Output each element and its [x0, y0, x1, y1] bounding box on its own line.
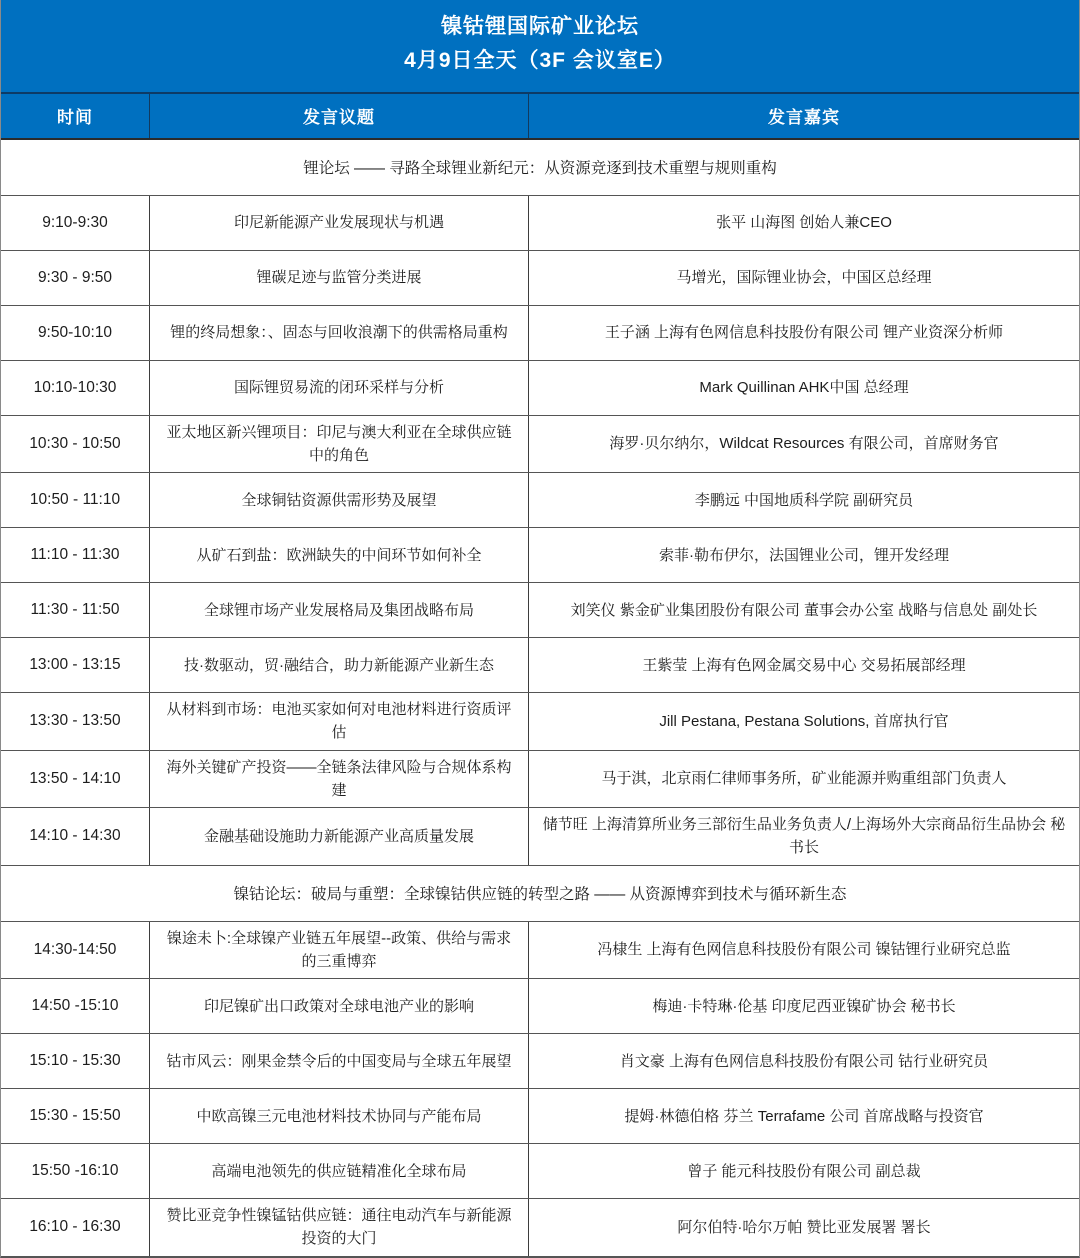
session-time: 14:50 -15:10 — [31, 997, 119, 1015]
table-row — [1, 196, 1079, 251]
session-time: 10:10-10:30 — [33, 378, 117, 396]
session-time: 10:30 - 10:50 — [29, 434, 121, 452]
session-speaker: 阿尔伯特·哈尔万帕 赞比亚发展署 署长 — [528, 1199, 1079, 1256]
session-time: 13:50 - 14:10 — [29, 769, 121, 787]
forum-banner — [1, 0, 1079, 92]
session-speaker: 李鹏远 中国地质科学院 副研究员 — [528, 473, 1079, 527]
session-topic: 从材料到市场：电池买家如何对电池材料进行资质评估 — [149, 693, 528, 750]
session-topic: 高端电池领先的供应链精准化全球布局 — [149, 1144, 528, 1198]
table-row — [1, 1144, 1079, 1199]
table-row — [1, 922, 1079, 980]
session-time: 15:10 - 15:30 — [29, 1052, 121, 1070]
table-row — [1, 306, 1079, 361]
session-speaker: 刘笑仪 紫金矿业集团股份有限公司 董事会办公室 战略与信息处 副处长 — [528, 583, 1079, 637]
session-speaker: 梅迪·卡特琳·伦基 印度尼西亚镍矿协会 秘书长 — [528, 979, 1079, 1033]
session-topic: 镍途未卜:全球镍产业链五年展望--政策、供给与需求的三重博弈 — [149, 922, 528, 979]
session-speaker: 肖文豪 上海有色网信息科技股份有限公司 钴行业研究员 — [528, 1034, 1079, 1088]
session-time: 11:10 - 11:30 — [30, 546, 120, 564]
table-row — [1, 583, 1079, 638]
table-row — [1, 416, 1079, 474]
section-heading-lithium-forum: 锂论坛 —— 寻路全球锂业新纪元：从资源竞逐到技术重塑与规则重构 — [1, 140, 1079, 196]
session-speaker: Jill Pestana, Pestana Solutions, 首席执行官 — [528, 693, 1079, 750]
session-topic: 印尼新能源产业发展现状与机遇 — [149, 196, 528, 250]
forum-date-room: 4月9日全天（3F 会议室E） — [404, 49, 676, 73]
session-time: 14:30-14:50 — [33, 940, 117, 958]
session-time: 11:30 - 11:50 — [30, 601, 120, 619]
session-speaker: 马于淇，北京雨仁律师事务所，矿业能源并购重组部门负责人 — [528, 751, 1079, 808]
session-topic: 印尼镍矿出口政策对全球电池产业的影响 — [149, 979, 528, 1033]
session-time: 10:50 - 11:10 — [29, 491, 121, 509]
table-row — [1, 979, 1079, 1034]
table-row — [1, 528, 1079, 583]
session-speaker: 索菲·勒布伊尔，法国锂业公司，锂开发经理 — [528, 528, 1079, 582]
forum-title: 镍钴锂国际矿业论坛 — [441, 15, 639, 38]
table-row — [1, 1034, 1079, 1089]
session-speaker: 曾子 能元科技股份有限公司 副总裁 — [528, 1144, 1079, 1198]
session-time: 15:50 -16:10 — [31, 1162, 119, 1180]
session-topic: 国际锂贸易流的闭环采样与分析 — [149, 361, 528, 415]
session-speaker: 张平 山海图 创始人兼CEO — [528, 196, 1079, 250]
table-row — [1, 473, 1079, 528]
column-header-speaker: 发言嘉宾 — [528, 94, 1079, 138]
session-topic: 金融基础设施助力新能源产业高质量发展 — [149, 808, 528, 865]
session-speaker: 冯棣生 上海有色网信息科技股份有限公司 镍钴锂行业研究总监 — [528, 922, 1079, 979]
session-topic: 中欧高镍三元电池材料技术协同与产能布局 — [149, 1089, 528, 1143]
session-time: 14:10 - 14:30 — [29, 827, 121, 845]
session-time: 9:50-10:10 — [37, 323, 113, 341]
section-heading-nickel-cobalt-forum: 镍钴论坛：破局与重塑：全球镍钴供应链的转型之路 —— 从资源博弈到技术与循环新生态 — [1, 866, 1079, 922]
session-time: 13:00 - 13:15 — [29, 656, 121, 674]
session-topic: 海外关键矿产投资——全链条法律风险与合规体系构建 — [149, 751, 528, 808]
table-row — [1, 1199, 1079, 1257]
session-time: 13:30 - 13:50 — [29, 712, 121, 730]
session-topic: 从矿石到盐：欧洲缺失的中间环节如何补全 — [149, 528, 528, 582]
session-time: 9:30 - 9:50 — [37, 268, 113, 286]
session-time: 9:10-9:30 — [42, 213, 108, 231]
table-column-header — [1, 92, 1079, 140]
session-topic: 亚太地区新兴锂项目：印尼与澳大利亚在全球供应链中的角色 — [149, 416, 528, 473]
table-row — [1, 808, 1079, 866]
session-speaker: 王紫莹 上海有色网金属交易中心 交易拓展部经理 — [528, 638, 1079, 692]
session-time: 15:30 - 15:50 — [29, 1107, 121, 1125]
session-topic: 技·数驱动，贸·融结合，助力新能源产业新生态 — [149, 638, 528, 692]
session-speaker: 储节旺 上海清算所业务三部衍生品业务负责人/上海场外大宗商品衍生品协会 秘书长 — [528, 808, 1079, 865]
table-row — [1, 638, 1079, 693]
column-header-time: 时间 — [57, 108, 93, 128]
session-time: 16:10 - 16:30 — [29, 1218, 121, 1236]
table-row — [1, 693, 1079, 751]
session-speaker: 海罗·贝尔纳尔，Wildcat Resources 有限公司，首席财务官 — [528, 416, 1079, 473]
session-topic: 锂碳足迹与监管分类进展 — [149, 251, 528, 305]
session-speaker: 王子涵 上海有色网信息科技股份有限公司 锂产业资深分析师 — [528, 306, 1079, 360]
session-topic: 全球锂市场产业发展格局及集团战略布局 — [149, 583, 528, 637]
table-row — [1, 251, 1079, 306]
session-topic: 全球铜钴资源供需形势及展望 — [149, 473, 528, 527]
session-topic: 钴市风云：刚果金禁令后的中国变局与全球五年展望 — [149, 1034, 528, 1088]
column-header-topic: 发言议题 — [149, 94, 528, 138]
session-topic: 锂的终局想象：、固态与回收浪潮下的供需格局重构 — [149, 306, 528, 360]
table-row — [1, 751, 1079, 809]
session-speaker: Mark Quillinan AHK中国 总经理 — [528, 361, 1079, 415]
session-topic: 赞比亚竞争性镍锰钴供应链：通往电动汽车与新能源投资的大门 — [149, 1199, 528, 1256]
table-row — [1, 361, 1079, 416]
session-speaker: 马增光，国际锂业协会，中国区总经理 — [528, 251, 1079, 305]
table-row — [1, 1089, 1079, 1144]
session-speaker: 提姆·林德伯格 芬兰 Terrafame 公司 首席战略与投资官 — [528, 1089, 1079, 1143]
